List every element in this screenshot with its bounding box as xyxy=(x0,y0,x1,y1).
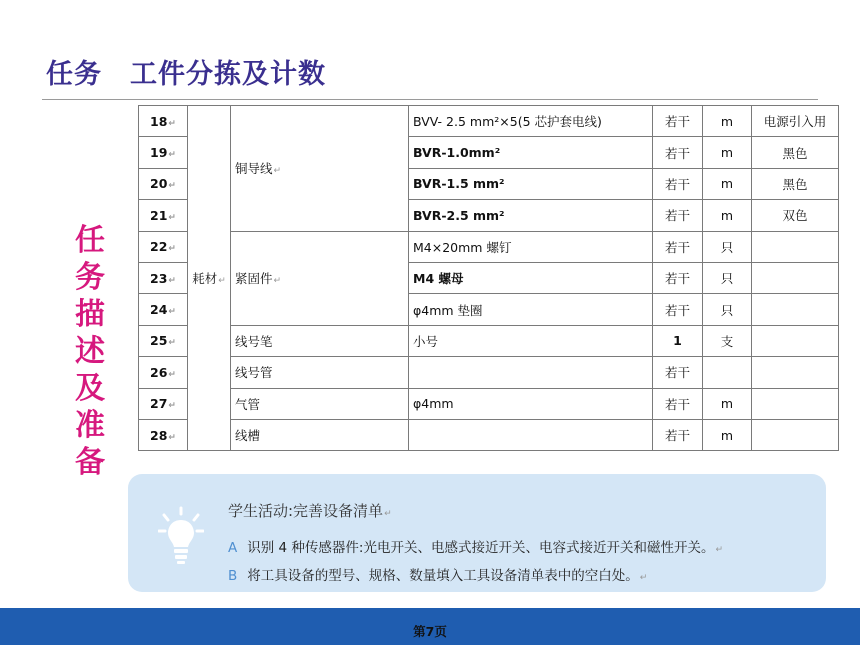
unit-cell: 只 xyxy=(703,294,752,325)
note-cell: 双色 xyxy=(752,200,839,231)
side-char: 准 xyxy=(75,408,105,443)
activity-item-text: 识别 4 种传感器件:光电开关、电感式接近开关、电容式接近开关和磁性开关。 xyxy=(247,540,715,556)
unit-cell: m xyxy=(703,168,752,199)
spec-cell: M4 螺母 xyxy=(409,262,653,293)
note-cell xyxy=(752,325,839,356)
row-number: 19↵ xyxy=(139,137,188,168)
qty-cell: 若干 xyxy=(653,419,703,450)
activity-item-letter: A xyxy=(228,540,238,556)
table-row xyxy=(139,325,839,356)
spec-cell xyxy=(409,357,653,388)
qty-cell: 1 xyxy=(653,325,703,356)
row-number: 26↵ xyxy=(139,357,188,388)
row-number: 18↵ xyxy=(139,106,188,137)
spec-cell: BVR-1.0mm² xyxy=(409,137,653,168)
group-copper-wire: 铜导线↵ xyxy=(231,106,409,232)
spec-cell: BVV- 2.5 mm²×5(5 芯护套电线) xyxy=(409,106,653,137)
group-fastener: 紧固件↵ xyxy=(231,231,409,325)
unit-cell xyxy=(703,357,752,388)
side-char: 备 xyxy=(75,445,105,480)
item-cell: 气管 xyxy=(231,388,409,419)
table-row xyxy=(139,231,839,262)
qty-cell: 若干 xyxy=(653,106,703,137)
side-char: 任 xyxy=(75,223,105,258)
qty-cell: 若干 xyxy=(653,294,703,325)
note-cell xyxy=(752,231,839,262)
qty-cell: 若干 xyxy=(653,200,703,231)
note-cell xyxy=(752,419,839,450)
lightbulb-icon xyxy=(158,506,204,566)
page-title: 任务 工件分拣及计数 xyxy=(46,59,326,90)
qty-cell: 若干 xyxy=(653,357,703,388)
note-cell: 黑色 xyxy=(752,168,839,199)
unit-cell: 支 xyxy=(703,325,752,356)
title-divider xyxy=(42,99,818,100)
item-cell: 线号管 xyxy=(231,357,409,388)
table-row xyxy=(139,388,839,419)
row-number: 25↵ xyxy=(139,325,188,356)
category-cell: 耗材↵ xyxy=(188,106,231,451)
qty-cell: 若干 xyxy=(653,231,703,262)
note-cell xyxy=(752,388,839,419)
note-cell xyxy=(752,294,839,325)
unit-cell: m xyxy=(703,106,752,137)
qty-cell: 若干 xyxy=(653,388,703,419)
item-cell: 线槽 xyxy=(231,419,409,450)
side-label xyxy=(70,222,110,481)
activity-item-b: B 将工具设备的型号、规格、数量填入工具设备清单表中的空白处。↵ xyxy=(228,568,648,584)
qty-cell: 若干 xyxy=(653,168,703,199)
side-char: 务 xyxy=(75,260,105,295)
table-row xyxy=(139,419,839,450)
row-number: 28↵ xyxy=(139,419,188,450)
qty-cell: 若干 xyxy=(653,137,703,168)
row-number: 24↵ xyxy=(139,294,188,325)
row-number: 22↵ xyxy=(139,231,188,262)
activity-item-a: A 识别 4 种传感器件:光电开关、电感式接近开关、电容式接近开关和磁性开关。↵ xyxy=(228,540,724,556)
note-cell xyxy=(752,357,839,388)
qty-cell: 若干 xyxy=(653,262,703,293)
page-number: 第7页 xyxy=(413,624,447,639)
table-row xyxy=(139,106,839,137)
unit-cell: m xyxy=(703,419,752,450)
unit-cell: m xyxy=(703,200,752,231)
equipment-table xyxy=(138,105,839,451)
row-number: 21↵ xyxy=(139,200,188,231)
side-char: 述 xyxy=(75,334,105,369)
note-cell xyxy=(752,262,839,293)
row-number: 27↵ xyxy=(139,388,188,419)
note-cell: 电源引入用 xyxy=(752,106,839,137)
side-char: 描 xyxy=(75,297,105,332)
spec-cell: φ4mm xyxy=(409,388,653,419)
unit-cell: 只 xyxy=(703,262,752,293)
table-row xyxy=(139,357,839,388)
spec-cell: BVR-2.5 mm² xyxy=(409,200,653,231)
activity-item-text: 将工具设备的型号、规格、数量填入工具设备清单表中的空白处。 xyxy=(247,568,639,584)
spec-cell: M4×20mm 螺钉 xyxy=(409,231,653,262)
activity-item-letter: B xyxy=(228,568,238,584)
spec-cell xyxy=(409,419,653,450)
spec-cell: φ4mm 垫圈 xyxy=(409,294,653,325)
unit-cell: m xyxy=(703,388,752,419)
spec-cell: 小号 xyxy=(409,325,653,356)
row-number: 23↵ xyxy=(139,262,188,293)
unit-cell: m xyxy=(703,137,752,168)
item-cell: 线号笔 xyxy=(231,325,409,356)
unit-cell: 只 xyxy=(703,231,752,262)
activity-heading: 学生活动:完善设备清单↵ xyxy=(228,502,392,520)
note-cell: 黑色 xyxy=(752,137,839,168)
row-number: 20↵ xyxy=(139,168,188,199)
spec-cell: BVR-1.5 mm² xyxy=(409,168,653,199)
side-char: 及 xyxy=(75,371,105,406)
